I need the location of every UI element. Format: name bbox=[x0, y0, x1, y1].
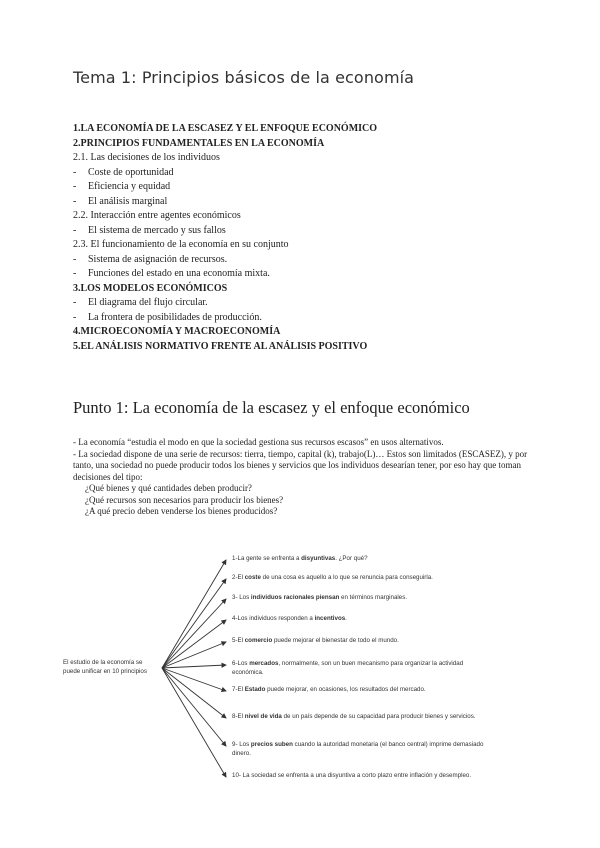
toc-item bbox=[73, 195, 543, 210]
principle-text: 7-El bbox=[232, 686, 245, 693]
toc-bullet: - bbox=[73, 224, 77, 236]
toc-bullet: - bbox=[73, 253, 77, 265]
principle-text: de una cosa es aquello a lo que se renuncia para conseguirla. bbox=[260, 574, 433, 581]
principle-arrow bbox=[162, 560, 226, 668]
paragraph-resources: - La sociedad dispone de una serie de recursos: tierra, tiempo, capital (k), trabajo(L)… Estos son limitados (ESCASEZ), y por tanto, una sociedad no puede producir todos los bienes y servicios que los individuos desearían tener, por eso hay que toman decisiones del tipo: bbox=[73, 448, 528, 482]
toc-item-text: 3.LOS MODELOS ECONÓMICOS bbox=[73, 282, 228, 294]
question-item: ¿Qué bienes y qué cantidades deben producir? bbox=[85, 483, 252, 493]
principle-arrow bbox=[162, 668, 226, 718]
toc-item-text: 4.MICROECONOMÍA Y MACROECONOMÍA bbox=[73, 326, 281, 337]
principle-text: 5-El bbox=[232, 637, 245, 644]
question-item: ¿A qué precio deben venderse los bienes producidos? bbox=[85, 506, 278, 516]
toc-item bbox=[73, 166, 543, 181]
principle-keyword: mercados bbox=[249, 660, 279, 667]
toc-item-text: Eficiencia y equidad bbox=[88, 181, 171, 192]
toc-bullet: - bbox=[73, 268, 77, 279]
principle-text: 2-El bbox=[232, 574, 245, 581]
toc-item bbox=[73, 296, 543, 311]
toc-bullet: - bbox=[73, 181, 77, 192]
toc-item-text: El sistema de mercado y sus fallos bbox=[88, 224, 226, 236]
table-of-contents bbox=[73, 122, 543, 354]
principle-text: en términos marginales. bbox=[339, 594, 408, 601]
principle-arrow bbox=[162, 668, 226, 777]
question-item: ¿Qué recursos son necesarios para producir los bienes? bbox=[85, 494, 284, 505]
toc-item-text: El análisis marginal bbox=[88, 195, 168, 207]
toc-item-text: 2.PRINCIPIOS FUNDAMENTALES EN LA ECONOMÍA bbox=[73, 137, 325, 149]
toc-item-text: Funciones del estado en una economía mixta. bbox=[88, 268, 270, 279]
toc-item bbox=[73, 224, 543, 239]
principle-item bbox=[232, 741, 487, 758]
toc-item-text: La frontera de posibilidades de producción. bbox=[88, 311, 262, 323]
principle-item bbox=[232, 772, 487, 781]
principle-arrow bbox=[162, 620, 226, 668]
principle-item bbox=[232, 686, 487, 695]
principle-keyword: Estado bbox=[244, 686, 266, 693]
principle-text: puede mejorar, en ocasiones, los resultados del mercado. bbox=[265, 686, 426, 693]
toc-item bbox=[73, 253, 543, 268]
principle-item bbox=[232, 594, 487, 603]
principle-item bbox=[232, 615, 487, 624]
principle-text: . ¿Por qué? bbox=[335, 555, 368, 562]
principle-item bbox=[232, 637, 487, 646]
principle-text: , normalmente, son un buen mecanismo para organizar la actividad económica. bbox=[232, 660, 464, 676]
toc-item bbox=[73, 238, 543, 253]
toc-item-text: 2.2. Interacción entre agentes económicos bbox=[73, 210, 241, 221]
principle-keyword: coste bbox=[244, 574, 261, 581]
section-body bbox=[73, 437, 533, 518]
principle-text: 9- Los bbox=[232, 741, 251, 748]
toc-bullet: - bbox=[73, 195, 77, 207]
toc-item bbox=[73, 267, 543, 282]
principle-item bbox=[232, 574, 487, 583]
principle-keyword: disyuntivas bbox=[301, 555, 336, 562]
toc-item-text: Coste de oportunidad bbox=[88, 166, 174, 178]
toc-item-text: 1.LA ECONOMÍA DE LA ESCASEZ Y EL ENFOQUE ECONÓMICO bbox=[73, 123, 378, 134]
principle-item bbox=[232, 713, 487, 722]
toc-item-text: El diagrama del flujo circular. bbox=[88, 297, 208, 308]
toc-bullet: - bbox=[73, 297, 77, 308]
principle-text: 3- Los bbox=[232, 594, 251, 601]
toc-item bbox=[73, 151, 543, 166]
principle-text: 6-Los bbox=[232, 660, 250, 667]
principle-item bbox=[232, 555, 487, 564]
principle-text: 4-Los individuos responden a bbox=[232, 615, 315, 622]
toc-item bbox=[73, 180, 543, 195]
principle-arrow bbox=[162, 599, 226, 668]
figure-caption: El estudio de la economía se puede unificar en 10 principios bbox=[63, 659, 147, 675]
principle-arrow bbox=[162, 665, 226, 668]
principle-keyword: individuos racionales piensan bbox=[250, 594, 340, 601]
toc-item bbox=[73, 209, 543, 224]
toc-bullet: - bbox=[73, 166, 77, 178]
toc-item-text: 2.1. Las decisiones de los individuos bbox=[73, 152, 220, 163]
principle-text: . bbox=[345, 615, 347, 622]
principle-text: de un país depende de su capacidad para producir bienes y servicios. bbox=[281, 713, 476, 720]
principles-figure bbox=[60, 541, 490, 790]
paragraph-definition: - La economía “estudia el modo en que la sociedad gestiona sus recursos escasos” en usos alternativos. bbox=[73, 437, 444, 447]
toc-item-text: Sistema de asignación de recursos. bbox=[88, 253, 228, 265]
principle-text: 10- La sociedad se enfrenta a una disyuntiva a corto plazo entre inflación y desempleo. bbox=[232, 772, 472, 779]
principle-text: 8-El bbox=[232, 713, 245, 720]
section-title: Punto 1: La economía de la escasez y el enfoque económico bbox=[73, 398, 470, 417]
toc-bullet: - bbox=[73, 311, 77, 323]
principle-text: cuando la autoridad monetaria (el banco central) imprime demasiado dinero. bbox=[232, 741, 484, 757]
page-title: Tema 1: Principios básicos de la economía bbox=[73, 68, 415, 87]
principle-text: 1-La gente se enfrenta a bbox=[232, 555, 302, 562]
principle-keyword: incentivos bbox=[314, 615, 346, 622]
toc-item bbox=[73, 122, 543, 137]
toc-item bbox=[73, 311, 543, 326]
toc-item bbox=[73, 340, 543, 355]
principle-text: puede mejorar el bienestar de todo el mundo. bbox=[272, 637, 399, 644]
principle-keyword: precios suben bbox=[250, 741, 293, 748]
principle-keyword: comercio bbox=[244, 637, 273, 644]
toc-item-text: 5.EL ANÁLISIS NORMATIVO FRENTE AL ANÁLISIS POSITIVO bbox=[73, 340, 368, 352]
principle-item bbox=[232, 660, 487, 677]
toc-item bbox=[73, 137, 543, 152]
toc-item bbox=[73, 282, 543, 297]
toc-item bbox=[73, 325, 543, 340]
principle-keyword: nivel de vida bbox=[244, 713, 282, 720]
toc-item-text: 2.3. El funcionamiento de la economía en su conjunto bbox=[73, 239, 289, 250]
